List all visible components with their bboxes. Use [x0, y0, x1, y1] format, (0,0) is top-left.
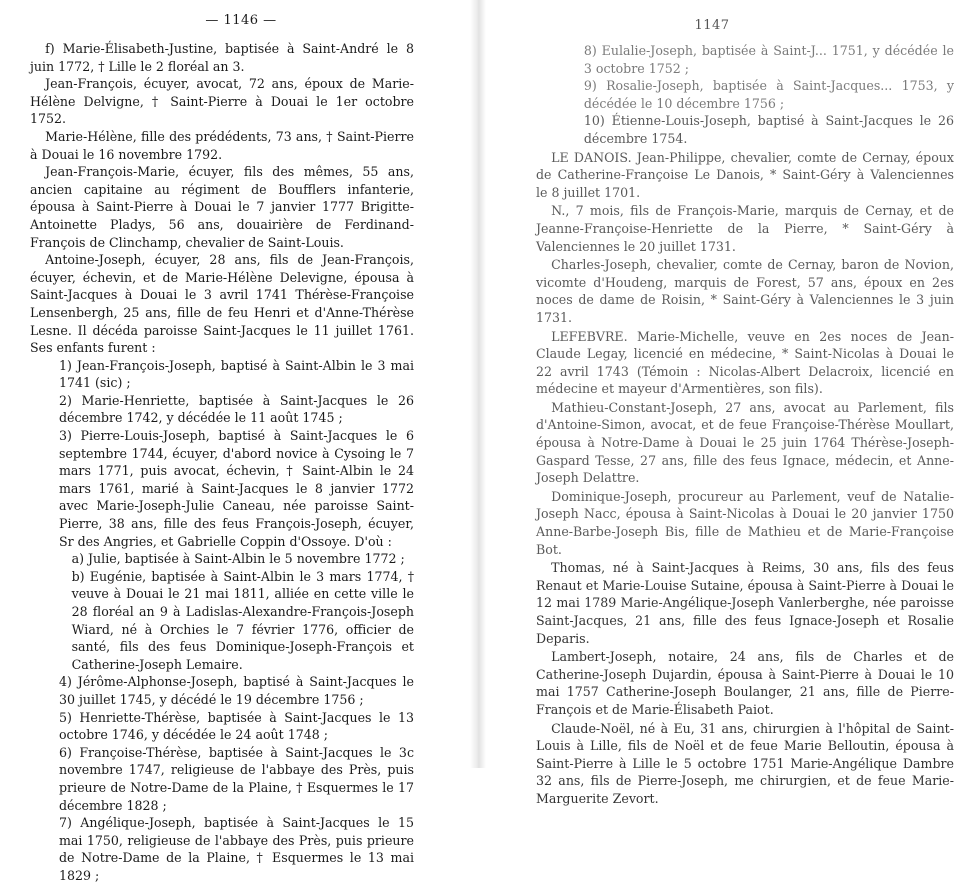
paragraph: Antoine-Joseph, écuyer, 28 ans, fils de Jean-François, écuyer, échevin, et de Marie-Hélène Delevigne, épousa à Saint-Jacques à Douai le 3 avril 1741 Thérèse-Françoise Lensenbergh, 25 ans, fille de feu Henri et d'Anne-Thérèse Lesne. Il décéda paroisse Saint-Jacques le 11 juillet 1761. Ses enfants furent :: [30, 252, 414, 356]
page-number-left: — 1146 —: [205, 13, 277, 28]
list-item: 5) Henriette-Thérèse, baptisée à Saint-Jacques le 13 octobre 1746, y décédée le 24 août 1748 ;: [58, 709, 414, 743]
list-item: 9) Rosalie-Joseph, baptisée à Saint-Jacques... 1753, y décédée le 10 décembre 1756 ;: [583, 78, 954, 111]
paragraph: Mathieu-Constant-Joseph, 27 ans, avocat au Parlement, fils d'Antoine-Simon, avocat, et de feue Françoise-Thérèse Moullart, épousa à Notre-Dame à Douai le 25 juin 1764 Thérèse-Joseph-Gaspard Tesse, 27 ans, fille des feus Ignace, médecin, et Anne-Joseph Delattre.: [536, 399, 954, 486]
list-item: 2) Marie-Henriette, baptisée à Saint-Jacques le 26 décembre 1742, y décédée le 11 août 1745 ;: [58, 392, 414, 426]
left-page: [0, 0, 478, 883]
list-item: 8) Eulalie-Joseph, baptisée à Saint-J... 1751, y décédée le 3 octobre 1752 ;: [583, 43, 954, 76]
sub-list-item: a) Julie, baptisée à Saint-Albin le 5 novembre 1772 ;: [71, 551, 405, 567]
paragraph: Dominique-Joseph, procureur au Parlement, veuf de Natalie-Joseph Nacc, épousa à Saint-Nicolas à Douai le 20 janvier 1750 Anne-Barbe-Joseph Bis, fille de Mathieu et de Marie-Françoise Bot.: [536, 488, 954, 557]
paragraph: Jean-François, écuyer, avocat, 72 ans, époux de Marie-Hélène Delvigne, † Saint-Pierre à Douai le 1er octobre 1752.: [30, 76, 414, 127]
paragraph: Marie-Hélène, fille des prédédents, 73 ans, † Saint-Pierre à Douai le 16 novembre 1792.: [30, 128, 414, 162]
paragraph: LE DANOIS. Jean-Philippe, chevalier, comte de Cernay, époux de Catherine-Françoise Le Danois, * Saint-Géry à Valenciennes le 8 juillet 1701.: [536, 149, 954, 200]
list-item: 7) Angélique-Joseph, baptisée à Saint-Jacques le 15 mai 1750, religieuse de l'abbaye des Près, puis prieure de Notre-Dame de la Plaine, † Esquermes le 13 mai 1829 ;: [58, 815, 414, 883]
paragraph: Charles-Joseph, chevalier, comte de Cernay, baron de Novion, vicomte d'Houdeng, marquis de Forest, 57 ans, époux en 2es noces de dame de Roisin, * Saint-Géry à Valenciennes le 3 juin 1731.: [536, 257, 954, 325]
paragraph: N., 7 mois, fils de François-Marie, marquis de Cernay, et de Jeanne-Françoise-Henriette de la Pierre, * Saint-Géry à Valenciennes le 20 juillet 1731.: [536, 203, 954, 254]
sub-list-item: b) Eugénie, baptisée à Saint-Albin le 3 mars 1774, † veuve à Douai le 21 mai 1811, alliée en cette ville le 28 floréal an 9 à Ladislas-Alexandre-François-Joseph Wiard, né à Orchies le 7 février 1776, officier de santé, fils des feus Dominique-Joseph-François et Catherine-Joseph Lemaire.: [71, 568, 414, 672]
paragraph: Lambert-Joseph, notaire, 24 ans, fils de Charles et de Catherine-Joseph Dujardin, épousa à Saint-Pierre à Douai le 10 mai 1757 Catherine-Joseph Boulanger, 21 ans, fille de Pierre-François et de Marie-Élisabeth Paiot.: [536, 649, 954, 717]
list-item: 10) Étienne-Louis-Joseph, baptisé à Saint-Jacques le 26 décembre 1754.: [583, 113, 954, 146]
paragraph: Jean-François-Marie, écuyer, fils des mêmes, 55 ans, ancien capitaine au régiment de Boufflers infanterie, épousa à Saint-Pierre à Douai le 7 janvier 1777 Brigitte-Antoinette Pladys, 56 ans, douairière de Ferdinand-François de Clinchamp, chevalier de Saint-Louis.: [30, 164, 414, 250]
list-item: 4) Jérôme-Alphonse-Joseph, baptisé à Saint-Jacques le 30 juillet 1745, y décédé le 19 décembre 1756 ;: [58, 674, 414, 707]
list-item: 1) Jean-François-Joseph, baptisé à Saint-Albin le 3 mai 1741 (sic) ;: [58, 357, 414, 391]
paragraph: Claude-Noël, né à Eu, 31 ans, chirurgien à l'hôpital de Saint-Louis à Lille, fils de Noël et de feue Marie Belloutin, épousa à Saint-Pierre à Lille le 5 octobre 1751 Marie-Angélique Dambre 32 ans, fils de Pierre-Joseph, me chirurgien, et de feue Marie-Marguerite Zevort.: [536, 720, 954, 806]
page-number-right: 1147: [694, 18, 730, 33]
right-page-text: [536, 42, 954, 808]
list-item: 6) Françoise-Thérèse, baptisée à Saint-Jacques le 3c novembre 1747, religieuse de l'abbaye des Près, puis prieure de Notre-Dame de la Plaine, † Esquermes le 17 décembre 1828 ;: [58, 744, 414, 813]
left-page-text: [30, 40, 414, 885]
right-page: [486, 0, 978, 806]
paragraph: f) Marie-Élisabeth-Justine, baptisée à Saint-André le 8 juin 1772, † Lille le 2 floréal an 3.: [30, 41, 414, 74]
paragraph: Thomas, né à Saint-Jacques à Reims, 30 ans, fils des feus Renaut et Marie-Louise Sutaine, épousa à Saint-Pierre à Douai le 12 mai 1789 Marie-Angélique-Joseph Vanlerberghe, née paroisse Saint-Jacques, 21 ans, fille des feus Ignace-Joseph et Rosalie Deparis.: [536, 560, 954, 646]
list-item: 3) Pierre-Louis-Joseph, baptisé à Saint-Jacques le 6 septembre 1744, écuyer, d'abord novice à Cysoing le 7 mars 1771, puis avocat, échevin, † Saint-Albin le 24 mars 1761, marié à Saint-Jacques le 8 janvier 1772 avec Marie-Joseph-Julie Caneau, née paroisse Saint-Pierre, 38 ans, fille des feus François-Joseph, écuyer, Sr des Angries, et Gabrielle Coppin d'Ossoye. D'où :: [58, 428, 414, 549]
paragraph: LEFEBVRE. Marie-Michelle, veuve en 2es noces de Jean-Claude Legay, licencié en médecine, * Saint-Nicolas à Douai le 22 avril 1743 (Témoin : Nicolas-Albert Delacroix, licencié en médecine et mayeur d'Armentières, son fils).: [536, 328, 954, 397]
book-gutter: [470, 0, 486, 768]
